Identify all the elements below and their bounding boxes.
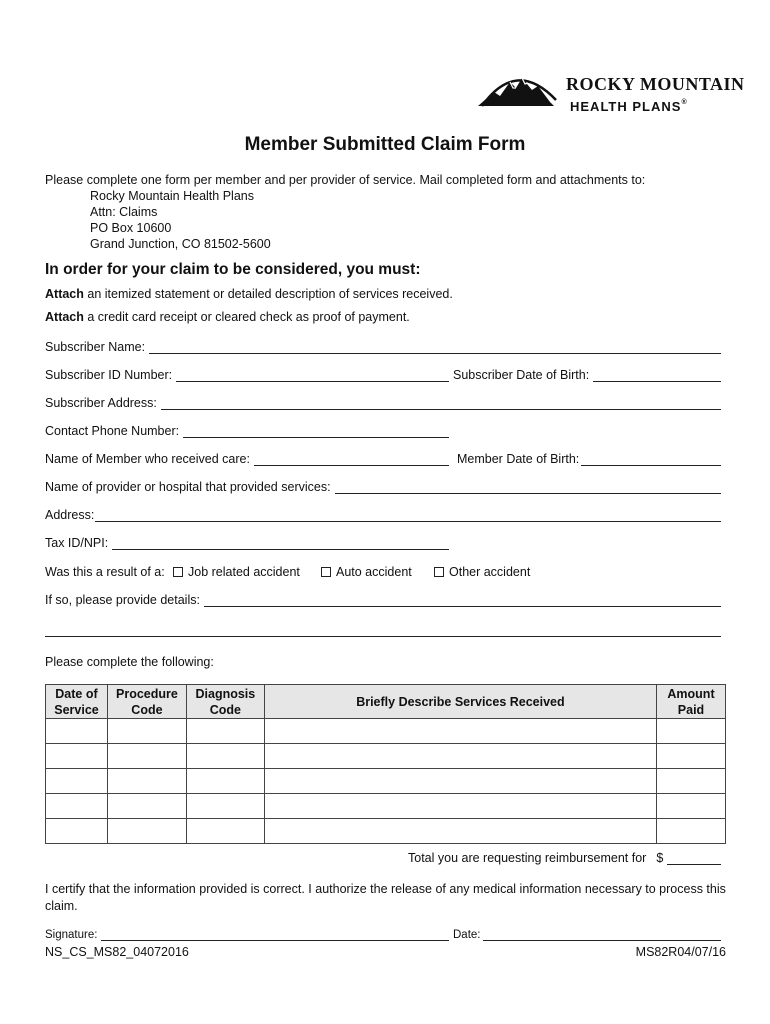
intro-text: Please complete one form per member and per provider of service. Mail completed form and attachments to: [45,173,646,187]
table-cell[interactable] [264,769,656,794]
table-cell[interactable] [657,719,726,744]
table-cell[interactable] [186,744,264,769]
table-cell[interactable] [264,744,656,769]
requirement-item: Attach a credit card receipt or cleared check as proof of payment. [45,310,410,324]
table-cell[interactable] [657,769,726,794]
col-header-date: Date of Service [46,685,108,719]
table-cell[interactable] [46,719,108,744]
subscriber-id-input[interactable] [176,370,449,382]
footer-revision: MS82R04/07/16 [635,945,726,959]
accident-question: Was this a result of a: [45,565,165,579]
total-input[interactable] [667,853,721,865]
table-cell[interactable] [264,819,656,844]
table-cell[interactable] [657,794,726,819]
table-cell[interactable] [46,794,108,819]
checkbox-icon[interactable] [173,567,183,577]
table-row [46,719,726,744]
table-cell[interactable] [186,769,264,794]
subscriber-id-field: Subscriber ID Number: [45,368,449,382]
table-cell[interactable] [107,819,186,844]
subscriber-address-input[interactable] [161,398,721,410]
details-field: If so, please provide details: [45,593,721,607]
table-cell[interactable] [46,819,108,844]
table-row [46,819,726,844]
logo-line2: HEALTH PLANS® [570,99,688,114]
signature-input[interactable] [101,929,449,941]
member-dob-field: Member Date of Birth: [457,452,721,466]
date-field: Date: [453,929,721,941]
provider-name-input[interactable] [335,482,721,494]
table-cell[interactable] [46,769,108,794]
contact-phone-input[interactable] [183,426,449,438]
logo-line1: ROCKY MOUNTAIN [566,74,745,94]
subscriber-name-input[interactable] [149,342,721,354]
member-dob-input[interactable] [581,454,721,466]
company-logo [476,62,745,118]
date-input[interactable] [483,929,722,941]
tax-id-input[interactable] [112,538,449,550]
table-row [46,744,726,769]
member-name-field: Name of Member who received care: [45,452,449,466]
table-cell[interactable] [107,769,186,794]
subscriber-address-field: Subscriber Address: [45,396,721,410]
details-input[interactable] [204,595,721,607]
services-intro: Please complete the following: [45,655,214,669]
checkbox-icon[interactable] [321,567,331,577]
subscriber-name-field: Subscriber Name: [45,340,721,354]
col-header-diagnosis: Diagnosis Code [186,685,264,719]
col-header-description: Briefly Describe Services Received [264,685,656,719]
table-cell[interactable] [264,794,656,819]
provider-address-field: Address: [45,508,721,522]
tax-id-field: Tax ID/NPI: [45,536,449,550]
services-table [45,684,726,844]
checkbox-job-accident[interactable]: Job related accident [173,565,300,579]
subscriber-dob-field: Subscriber Date of Birth: [453,368,721,382]
address-line: Grand Junction, CO 81502-5600 [90,237,271,251]
provider-name-field: Name of provider or hospital that provided services: [45,480,721,494]
col-header-procedure: Procedure Code [107,685,186,719]
checkbox-other-accident[interactable]: Other accident [434,565,530,579]
table-cell[interactable] [107,794,186,819]
table-cell[interactable] [186,819,264,844]
form-title: Member Submitted Claim Form [244,134,526,155]
address-line: PO Box 10600 [90,221,172,235]
footer-form-code: NS_CS_MS82_04072016 [45,945,189,959]
certification-text: I certify that the information provided is correct. I authorize the release of any medical information necessary to process this claim. [45,882,726,913]
signature-field: Signature: [45,929,449,941]
provider-address-input[interactable] [95,510,721,522]
details-input-line2[interactable] [45,636,721,637]
checkbox-icon[interactable] [434,567,444,577]
checkbox-auto-accident[interactable]: Auto accident [321,565,412,579]
table-cell[interactable] [186,794,264,819]
total-field: Total you are requesting reimbursement for $ [408,851,721,865]
table-cell[interactable] [107,719,186,744]
member-name-input[interactable] [254,454,449,466]
table-row [46,769,726,794]
table-cell[interactable] [657,819,726,844]
table-cell[interactable] [186,719,264,744]
col-header-amount: Amount Paid [657,685,726,719]
table-cell[interactable] [264,719,656,744]
table-cell[interactable] [107,744,186,769]
requirements-heading: In order for your claim to be considered, you must: [45,261,421,278]
table-cell[interactable] [46,744,108,769]
subscriber-dob-input[interactable] [593,370,721,382]
address-line: Rocky Mountain Health Plans [90,189,254,203]
mountain-logo-icon [476,66,562,110]
address-line: Attn: Claims [90,205,158,219]
table-row [46,794,726,819]
table-cell[interactable] [657,744,726,769]
requirement-item: Attach an itemized statement or detailed description of services received. [45,287,453,301]
contact-phone-field: Contact Phone Number: [45,424,449,438]
